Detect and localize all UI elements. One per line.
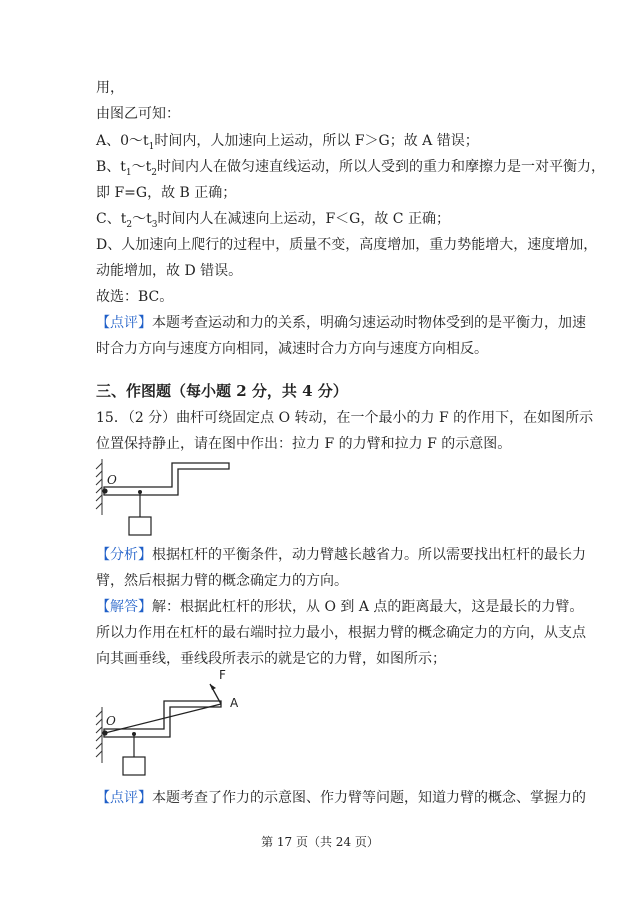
question-line: 15．（2 分）曲杆可绕固定点 O 转动，在一个最小的力 F 的作用下，在如图所示: [96, 410, 594, 426]
analysis-tag: 【分析】: [96, 547, 152, 563]
comment-tag: 【点评】: [96, 315, 152, 331]
comment-line: [96, 788, 586, 808]
subscript: 3: [151, 219, 158, 230]
option-a-line: [96, 131, 479, 157]
text-span: 本题考查了作力的示意图、作力臂等问题，知道力臂的概念、掌握力的: [152, 790, 586, 806]
text-span: C、t: [96, 211, 127, 227]
text-line: 动能增加，故 D 错误。: [96, 263, 243, 279]
section-heading: 三、作图题（每小题 2 分，共 4 分）: [96, 382, 348, 400]
text-span: B、t: [96, 159, 126, 175]
page-footer: 第 17 页（共 24 页）: [261, 835, 379, 849]
force-f-label: F: [219, 668, 226, 682]
text-span: 时间内，人加速向上运动，所以 F＞G；故 A 错误；: [154, 133, 479, 149]
text-line: 时合力方向与速度方向相同，减速时合力方向与速度方向相反。: [96, 341, 488, 357]
comment-line: [96, 313, 586, 333]
point-o-label: O: [106, 714, 116, 728]
text-line: 臂，然后根据力臂的概念确定力的方向。: [96, 573, 348, 589]
text-span: ～t: [131, 159, 152, 175]
lever-figure-solution: [94, 665, 254, 780]
subscript: 2: [126, 219, 133, 230]
point-o-label: O: [107, 473, 117, 487]
text-span: 时间内人在做匀速直线运动，所以人受到的重力和摩擦力是一对平衡力，: [157, 159, 606, 175]
text-span: 时间内人在减速向上运动，F＜G，故 C 正确；: [157, 211, 450, 227]
text-line: 由图乙可知：: [96, 106, 180, 122]
question-line: 位置保持静止，请在图中作出：拉力 F 的力臂和拉力 F 的示意图。: [96, 436, 512, 452]
text-line: 即 F=G，故 B 正确；: [96, 185, 237, 201]
point-a-label: A: [230, 696, 239, 710]
text-span: 解：根据此杠杆的形状，从 O 到 A 点的距离最大，这是最长的力臂。: [152, 599, 584, 615]
subscript: 1: [148, 141, 155, 152]
text-line: 向其画垂线，垂线段所表示的就是它的力臂，如图所示；: [96, 651, 446, 667]
analysis-line: [96, 545, 586, 565]
text-line: 用，: [96, 80, 124, 96]
text-span: ～t: [132, 211, 152, 227]
text-line: 所以力作用在杠杆的最右端时拉力最小，根据力臂的概念确定力的方向，从支点: [96, 625, 586, 641]
option-c-line: [96, 209, 450, 235]
solution-tag: 【解答】: [96, 599, 152, 615]
solution-line: [96, 597, 583, 617]
text-span: A、0～t: [96, 133, 149, 149]
subscript: 2: [151, 167, 158, 178]
text-span: 根据杠杆的平衡条件，动力臂越长越省力。所以需要找出杠杆的最长力: [152, 547, 586, 563]
text-span: 本题考查运动和力的关系，明确匀速运动时物体受到的是平衡力，加速: [152, 315, 586, 331]
comment-tag: 【点评】: [96, 790, 152, 806]
option-d-line: D、人加速向上爬行的过程中，质量不变，高度增加，重力势能增大，速度增加，: [96, 237, 598, 253]
answer-line: 故选：BC。: [96, 289, 174, 305]
lever-figure-question: [94, 455, 244, 540]
subscript: 1: [125, 167, 132, 178]
option-b-line: [96, 157, 605, 183]
